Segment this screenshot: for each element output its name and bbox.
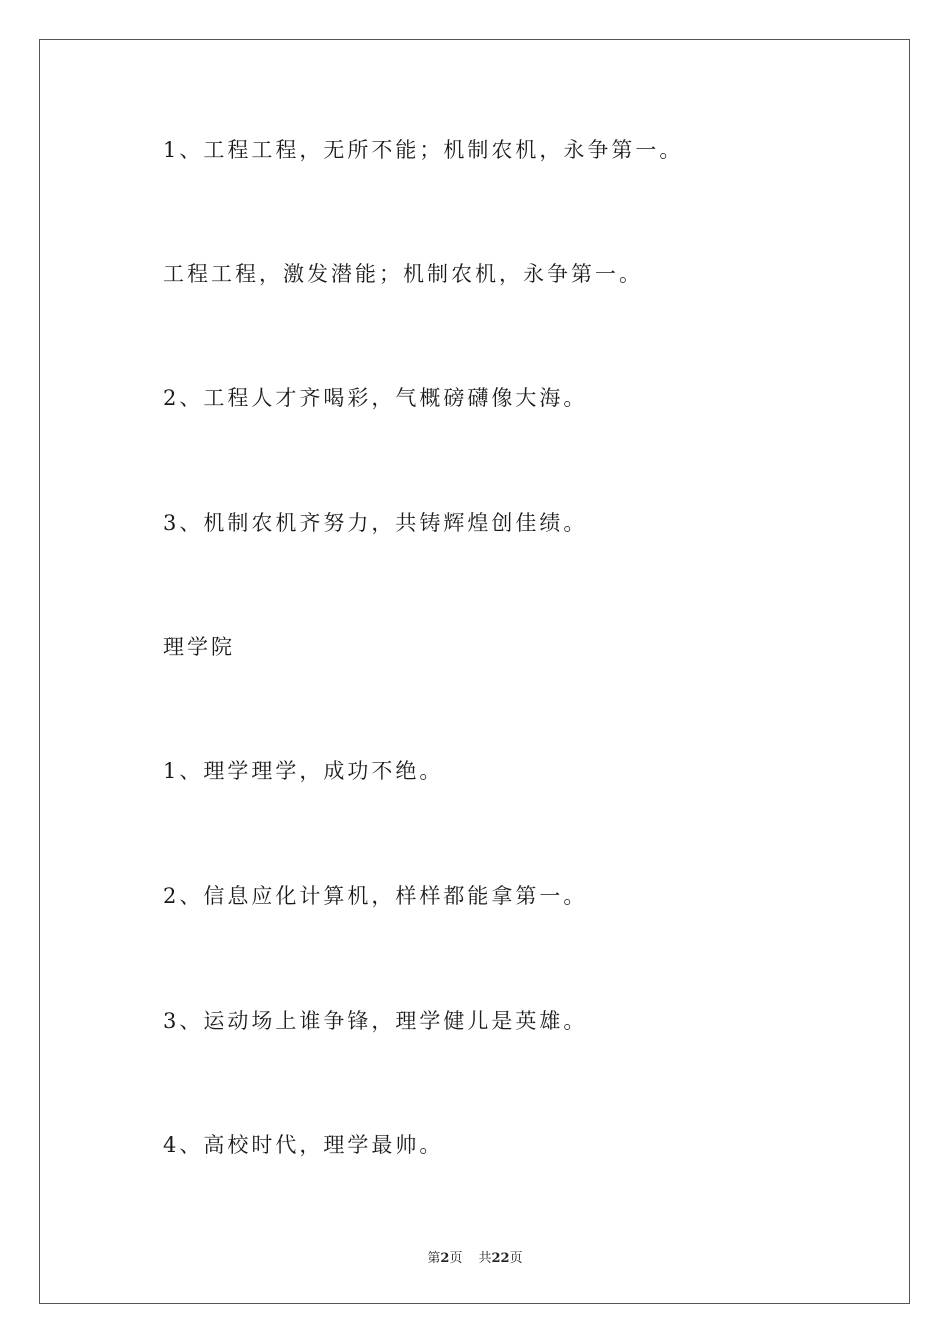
page-footer xyxy=(0,1247,950,1266)
page-number: 2 xyxy=(440,1251,450,1266)
page-prefix: 第 xyxy=(427,1251,441,1266)
paragraph-5: 1、理学理学，成功不绝。 xyxy=(163,759,444,783)
total-pages: 22 xyxy=(491,1251,510,1266)
paragraph-7: 3、运动场上谁争锋，理学健儿是英雄。 xyxy=(163,1009,588,1033)
page-border xyxy=(39,39,910,1304)
paragraph-8: 4、高校时代，理学最帅。 xyxy=(163,1133,444,1157)
section-heading: 理学院 xyxy=(163,635,235,659)
paragraph-4: 3、机制农机齐努力，共铸辉煌创佳绩。 xyxy=(163,511,588,535)
paragraph-1: 1、工程工程，无所不能；机制农机，永争第一。 xyxy=(163,138,684,162)
total-prefix: 共 xyxy=(478,1251,492,1266)
paragraph-2: 工程工程，激发潜能；机制农机，永争第一。 xyxy=(163,262,643,286)
page-suffix: 页 xyxy=(449,1251,463,1266)
paragraph-3: 2、工程人才齐喝彩，气概磅礴像大海。 xyxy=(163,386,588,410)
paragraph-6: 2、信息应化计算机，样样都能拿第一。 xyxy=(163,884,588,908)
total-suffix: 页 xyxy=(509,1251,523,1266)
